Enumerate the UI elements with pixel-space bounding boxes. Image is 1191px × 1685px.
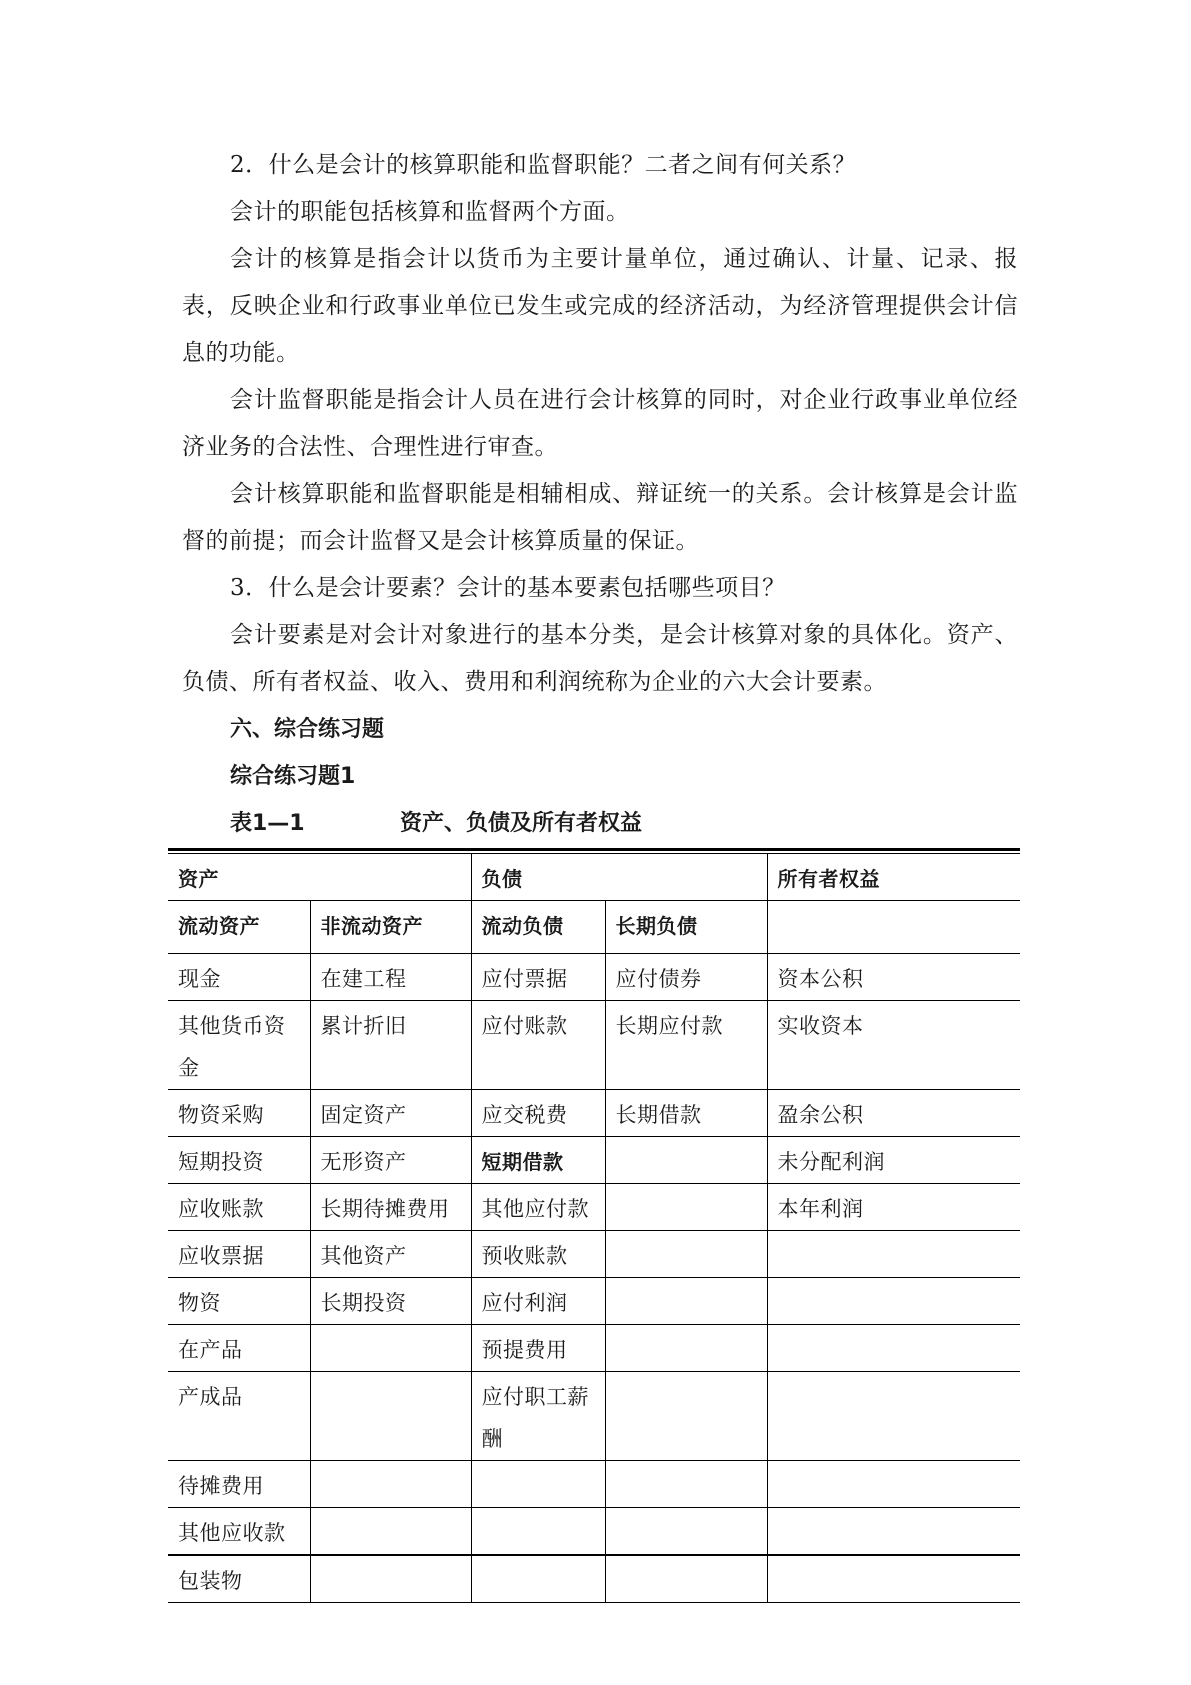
table-cell	[471, 1461, 605, 1508]
table-cell: 无形资产	[310, 1137, 471, 1184]
table-cell	[767, 1231, 1020, 1278]
header-assets: 资产	[168, 854, 471, 901]
table-title: 资产、负债及所有者权益	[400, 811, 643, 836]
header-current-assets: 流动资产	[168, 901, 310, 954]
table-cell: 预提费用	[471, 1325, 605, 1372]
table-row	[168, 1231, 1020, 1278]
paragraph: 会计的核算是指会计以货币为主要计量单位，通过确认、计量、记录、报表，反映企业和行政事业单位已发生或完成的经济活动，为经济管理提供会计信息的功能。	[182, 246, 1018, 366]
balance-table-wrapper	[168, 848, 1020, 1603]
table-cell: 应付利润	[471, 1278, 605, 1325]
exercise-heading: 综合练习题1	[230, 764, 356, 789]
table-row	[168, 1461, 1020, 1508]
table-top-rule	[168, 848, 1020, 851]
table-cell: 产成品	[168, 1372, 310, 1461]
table-cell	[767, 1508, 1020, 1556]
table-cell: 在建工程	[310, 954, 471, 1001]
body-text	[182, 142, 1018, 847]
table-cell: 物资	[168, 1278, 310, 1325]
table-cell: 固定资产	[310, 1090, 471, 1137]
header-equity: 所有者权益	[767, 854, 1020, 901]
table-cell: 未分配利润	[767, 1137, 1020, 1184]
table-row	[168, 1278, 1020, 1325]
table-cell	[310, 1325, 471, 1372]
table-cell: 其他应付款	[471, 1184, 605, 1231]
table-cell: 待摊费用	[168, 1461, 310, 1508]
table-cell: 应收账款	[168, 1184, 310, 1231]
table-cell	[605, 1508, 767, 1556]
table-cell: 在产品	[168, 1325, 310, 1372]
table-cell	[605, 1231, 767, 1278]
header-current-liabilities: 流动负债	[471, 901, 605, 954]
table-row	[168, 954, 1020, 1001]
table-cell: 包装物	[168, 1555, 310, 1603]
table-cell: 盈余公积	[767, 1090, 1020, 1137]
table-cell	[767, 1372, 1020, 1461]
table-cell: 其他资产	[310, 1231, 471, 1278]
table-cell	[310, 1508, 471, 1556]
table-cell	[767, 1555, 1020, 1603]
table-cell	[310, 1372, 471, 1461]
table-row	[168, 1555, 1020, 1603]
table-cell: 长期投资	[310, 1278, 471, 1325]
table-cell	[471, 1555, 605, 1603]
table-row	[168, 1325, 1020, 1372]
paragraph: 会计的职能包括核算和监督两个方面。	[230, 199, 630, 225]
table-cell: 预收账款	[471, 1231, 605, 1278]
header-liabilities: 负债	[471, 854, 767, 901]
table-row	[168, 1184, 1020, 1231]
table-cell: 累计折旧	[310, 1001, 471, 1090]
table-cell: 现金	[168, 954, 310, 1001]
table-cell: 应付账款	[471, 1001, 605, 1090]
table-cell: 实收资本	[767, 1001, 1020, 1090]
paragraph: 会计要素是对会计对象进行的基本分类，是会计核算对象的具体化。资产、负债、所有者权益、收入、费用和利润统称为企业的六大会计要素。	[182, 622, 1018, 695]
table-cell: 应付债券	[605, 954, 767, 1001]
paragraph: 会计监督职能是指会计人员在进行会计核算的同时，对企业行政事业单位经济业务的合法性、合理性进行审查。	[182, 387, 1018, 460]
table-cell: 应付职工薪酬	[471, 1372, 605, 1461]
header-longterm-liabilities: 长期负债	[605, 901, 767, 954]
table-cell	[767, 1461, 1020, 1508]
table-group-header-row	[168, 854, 1020, 901]
table-cell: 短期借款	[471, 1137, 605, 1184]
table-cell: 本年利润	[767, 1184, 1020, 1231]
header-equity-blank	[767, 901, 1020, 954]
table-cell: 应收票据	[168, 1231, 310, 1278]
table-sub-header-row	[168, 901, 1020, 954]
table-cell: 其他货币资金	[168, 1001, 310, 1090]
table-cell: 短期投资	[168, 1137, 310, 1184]
table-cell: 其他应收款	[168, 1508, 310, 1556]
table-cell: 长期待摊费用	[310, 1184, 471, 1231]
table-cell	[605, 1184, 767, 1231]
question-2: 2．什么是会计的核算职能和监督职能？二者之间有何关系？	[230, 152, 857, 178]
table-cell: 长期应付款	[605, 1001, 767, 1090]
table-cell	[310, 1555, 471, 1603]
table-row	[168, 1137, 1020, 1184]
table-cell	[605, 1137, 767, 1184]
section-heading: 六、综合练习题	[230, 717, 385, 742]
table-cell	[767, 1278, 1020, 1325]
table-cell: 资本公积	[767, 954, 1020, 1001]
table-cell: 长期借款	[605, 1090, 767, 1137]
table-cell	[605, 1372, 767, 1461]
table-cell	[310, 1461, 471, 1508]
table-caption	[182, 800, 1018, 847]
table-row	[168, 1508, 1020, 1556]
table-cell	[767, 1325, 1020, 1372]
table-cell: 应交税费	[471, 1090, 605, 1137]
balance-table	[168, 853, 1020, 1603]
table-number: 表1—1	[230, 811, 305, 836]
table-cell: 应付票据	[471, 954, 605, 1001]
table-row	[168, 1372, 1020, 1461]
table-cell	[605, 1278, 767, 1325]
paragraph: 会计核算职能和监督职能是相辅相成、辩证统一的关系。会计核算是会计监督的前提；而会计监督又是会计核算质量的保证。	[182, 481, 1018, 554]
table-cell	[605, 1461, 767, 1508]
table-cell: 物资采购	[168, 1090, 310, 1137]
table-cell	[605, 1325, 767, 1372]
question-3: 3．什么是会计要素？会计的基本要素包括哪些项目？	[230, 575, 786, 601]
table-row	[168, 1001, 1020, 1090]
table-cell	[605, 1555, 767, 1603]
table-row	[168, 1090, 1020, 1137]
table-cell	[471, 1508, 605, 1556]
header-noncurrent-assets: 非流动资产	[310, 901, 471, 954]
